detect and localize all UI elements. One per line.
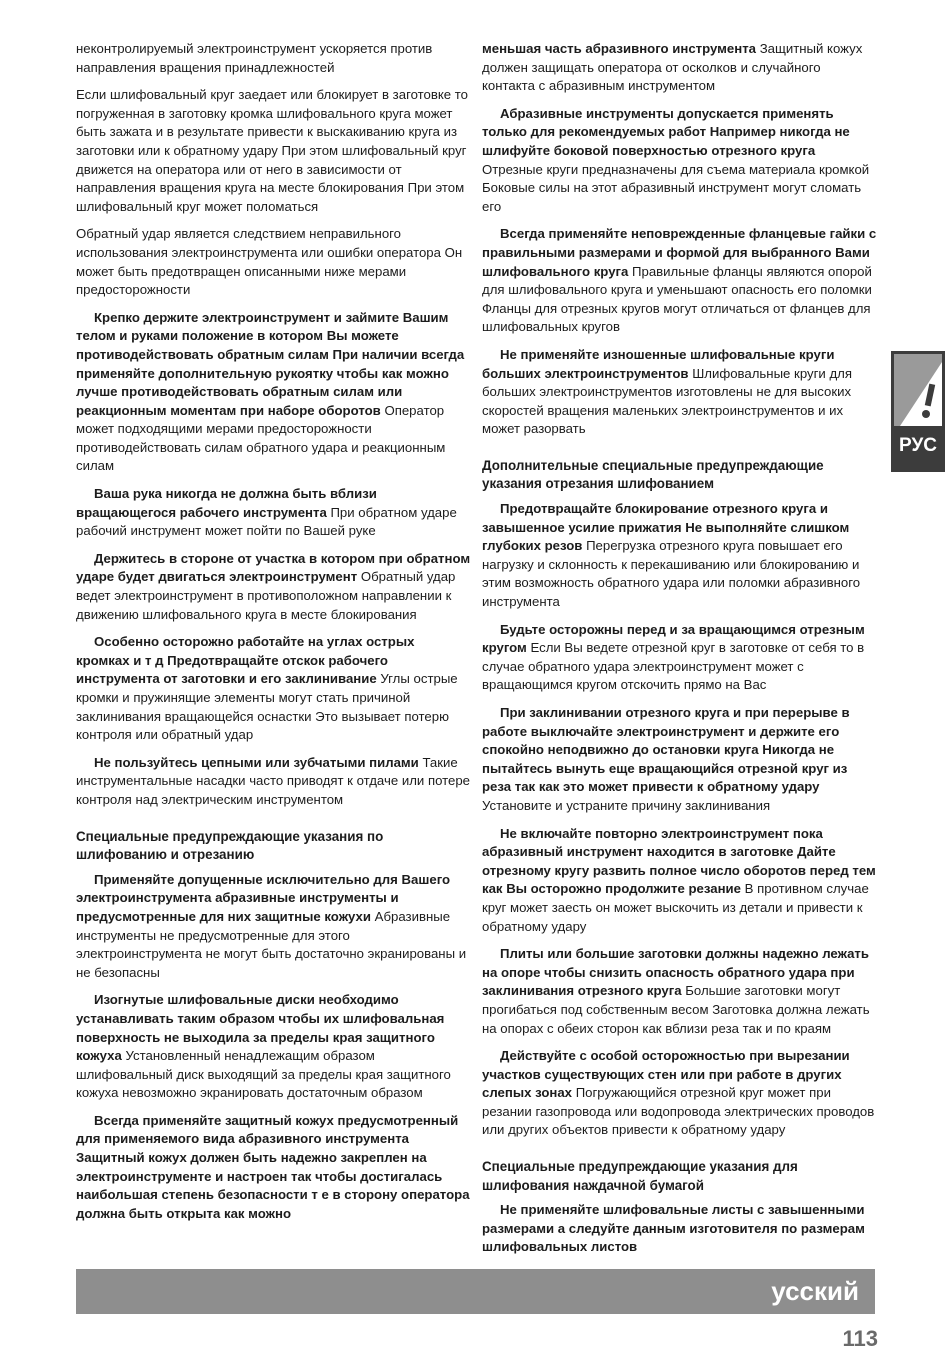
warning-paragraph [76, 754, 471, 810]
language-tab [891, 351, 945, 472]
section-heading: Специальные предупреждающие указания по шлифованию и отрезанию [76, 828, 384, 863]
warning-text: Установленный ненадлежащим образом шлифовальный диск выходящий за пределы края защитного кожуха невозможно экранировать достаточным образом [76, 1048, 451, 1101]
warning-paragraph [482, 945, 877, 1038]
warning-text: Перегрузка отрезного круга повышает его нагрузку и склонность к перекашиванию или блокированию и этим возможность обратного удара или поломки абразивного инструмента [482, 538, 861, 610]
warning-paragraph [482, 621, 877, 695]
warning-paragraph [76, 309, 471, 476]
warning-bold-text: Будьте осторожны перед и за вращающимся отрезным кругом [482, 621, 865, 656]
section-heading: Дополнительные специальные предупреждающие указания отрезания шлифованием [482, 457, 824, 492]
warning-bold-text: Всегда применяйте неповрежденные фланцевые гайки с правильными размерами и формой для выбранного Вами шлифовального круга [482, 226, 877, 279]
warning-text: Если Вы ведете отрезной круг в заготовке от себя то в случае обратного удара электроинструмент может с вращающимся кругом отскочить прямо на Вас [482, 640, 865, 693]
warning-paragraph [482, 825, 877, 937]
warning-bold-text: Изогнутые шлифовальные диски необходимо устанавливать таким образом чтобы их шлифовальная поверхность не выходила за пределы края защитного кожуха [76, 992, 445, 1064]
warning-paragraph [76, 991, 471, 1103]
warning-bold-text: Применяйте допущенные исключительно для Вашего электроинструмента абразивные инструменты и предусмотренные для них защитные кожухи [76, 871, 451, 924]
warning-text: Защитный кожух должен защищать оператора от осколков и случайного контакта с абразивным инструментом [482, 41, 863, 94]
footer-bar [76, 1269, 875, 1314]
warning-text: Погружающийся отрезной круг может при резании газопровода или водопровода электрических проводов или других объектов привести к обратному удару [482, 1085, 875, 1138]
warning-paragraph [482, 105, 877, 217]
warning-paragraph [482, 1047, 877, 1140]
warning-paragraph [76, 871, 471, 983]
warning-bold-text: Не применяйте шлифовальные листы с завышенными размерами а следуйте данным изготовителя по размерам шлифовальных листов [482, 1202, 865, 1255]
footer-language-title: усский [771, 1276, 859, 1306]
warning-bold-text: Держитесь в стороне от участка в котором при обратном ударе будет двигаться электроинструмент [76, 550, 471, 585]
warning-text: Такие инструментальные насадки часто приводят к отдаче или потере контроля над электрическим инструментом [76, 754, 471, 807]
page-number: 113 [842, 1326, 878, 1351]
warning-text: Правильные фланцы являются опорой для шлифовального круга и уменьшают опасность его поломки Фланцы для отрезных кругов могут отличаться от фланцев для шлифовальных кругов [482, 263, 872, 335]
language-tab-label: РУС [899, 435, 937, 456]
right-column [482, 40, 877, 1266]
warning-paragraph [76, 550, 471, 624]
warning-text: Углы острые кромки и пружинящие элементы могут стать причиной заклинивания вращающейся оснастки Это вызывает потерю контроля или обратный удар [76, 671, 458, 743]
paragraph: Если шлифовальный круг заедает или блокирует в заготовке то погруженная в заготовку кромка шлифовального круга может быть зажата и в результате привести к выскакиванию круга из заготовки или к обратному удару При этом шлифовальный круг движется на оператора или от него в зависимости от направления вращения круга на месте блокирования При этом шлифовальный круг может поломаться [76, 87, 469, 214]
warning-bold-text: При заклинивании отрезного круга и при перерыве в работе выключайте электроинструмент и держите его спокойно неподвижно до остановки круга Никогда не пытайтесь вынуть еще вращающийся отрезной круг из реза так как это может привести к обратному удару [482, 705, 850, 795]
paragraph: Обратный удар является следствием неправильного использования электроинструмента или ошибки оператора Он может быть предотвращен описанными ниже мерами предосторожности [76, 226, 463, 298]
warning-paragraph [76, 1112, 471, 1224]
warning-bold-text: Всегда применяйте защитный кожух предусмотренный для применяемого вида абразивного инструмента Защитный кожух должен быть надежно закреплен на электроинструменте и настроен так чтобы достигалась наибольшая степень безопасности т е в сторону оператора должна быть открыта как можно [76, 1112, 470, 1221]
warning-bold-text: Действуйте с особой осторожностью при вырезании участков существующих стен или при работе в других слепых зонах [482, 1048, 850, 1101]
warning-paragraph [482, 704, 877, 816]
warning-text: При обратном ударе рабочий инструмент может пойти по Вашей руке [76, 504, 457, 539]
warning-text: Шлифовальные круги для больших электроинструментов изготовлены не для высоких скоростей вращения маленьких электроинструментов и их может разорвать [482, 365, 852, 437]
warning-bold-text: Не применяйте изношенные шлифовальные круги больших электроинструментов [482, 346, 835, 381]
warning-paragraph [76, 485, 471, 541]
warning-text: Отрезные круги предназначены для съема материала кромкой Боковые силы на этот абразивный инструмент могут сломать его [482, 161, 870, 214]
warning-text: Установите и устраните причину заклинивания [482, 797, 771, 813]
warning-text: Оператор может подходящими мерами предосторожности противодействовать силам обратного удара и реакционным силам [76, 402, 446, 474]
warning-bold-text: Плиты или большие заготовки должны надежно лежать на опоре чтобы снизить опасность обратного удара при заклинивания отрезного круга [482, 946, 869, 999]
warning-icon [894, 354, 942, 426]
warning-bold-text: Предотвращайте блокирование отрезного круга и завышенное усилие прижатия Не выполняйте слишком глубоких резов [482, 501, 850, 554]
warning-text: В противном случае круг может заесть он может выскочить из детали и привести к обратному удару [482, 881, 869, 934]
section-heading: Специальные предупреждающие указания для шлифования наждачной бумагой [482, 1159, 798, 1193]
warning-paragraph [482, 225, 877, 337]
warning-text: Обратный удар ведет электроинструмент в противоположном направлении к движению шлифовального круга в месте блокирования [76, 569, 456, 622]
warning-bold-text: Абразивные инструменты допускается применять только для рекомендуемых работ Например никогда не шлифуйте боковой поверхностью отрезного круга [482, 105, 850, 158]
warning-paragraph [482, 500, 877, 612]
paragraph: неконтролируемый электроинструмент ускоряется против направления вращения принадлежностей [76, 41, 433, 75]
warning-text: Большие заготовки могут прогибаться под собственным весом Заготовка должна лежать на опорах с обеих сторон как вблизи реза так и по краям [482, 983, 870, 1036]
warning-paragraph [482, 346, 877, 439]
warning-paragraph [482, 40, 877, 96]
warning-paragraph [482, 1201, 877, 1257]
warning-bold-text: Не включайте повторно электроинструмент пока абразивный инструмент находится в заготовке Дайте отрезному кругу развить полное число оборотов перед тем как Вы осторожно продолжите резание [482, 825, 876, 897]
warning-bold-text: Ваша рука никогда не должна быть вблизи вращающегося рабочего инструмента [76, 486, 377, 520]
warning-bold-text: Особенно осторожно работайте на углах острых кромках и т д Предотвращайте отскок рабочего инструмента от заготовки и его заклинивание [76, 634, 415, 687]
warning-paragraph [76, 633, 471, 745]
left-column [76, 40, 471, 1232]
warning-bold-text: Крепко держите электроинструмент и займите Вашим телом и руками положение в котором Вы можете противодействовать обратным силам При наличии всегда применяйте дополнительную рукоятку чтобы как можно лучше противодействовать обратным силам или реакционным моментам при наборе оборотов [76, 309, 465, 418]
warning-bold-text: Не пользуйтесь цепными или зубчатыми пилами [94, 754, 419, 770]
warning-text: Абразивные инструменты не предусмотренные для этого электроинструмента не могут быть достаточно экранированы и не безопасны [76, 908, 467, 980]
warning-bold-text: меньшая часть абразивного инструмента [482, 41, 757, 56]
